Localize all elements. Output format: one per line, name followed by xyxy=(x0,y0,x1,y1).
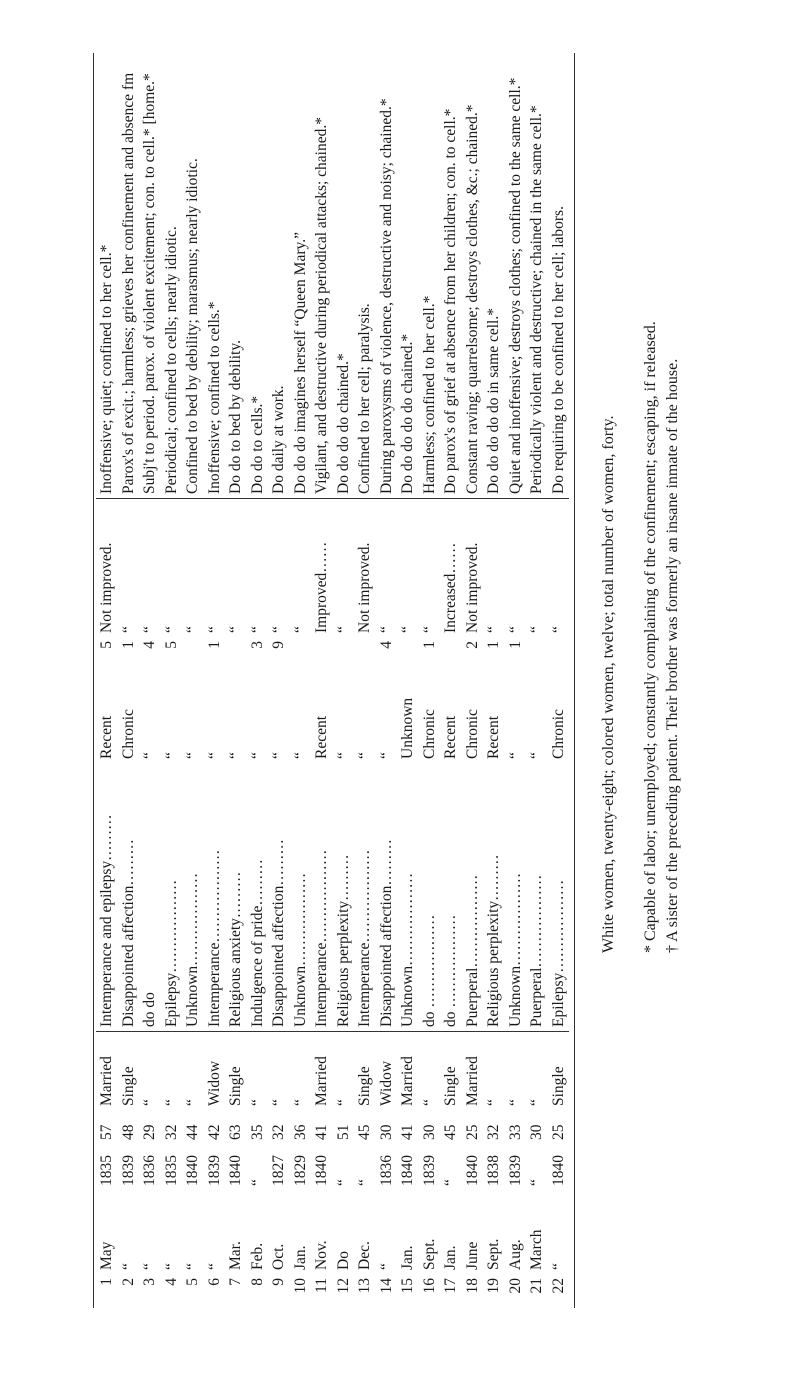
table-row xyxy=(376,53,398,1308)
cell-rec: 4 xyxy=(141,641,158,649)
cell-age: 35 xyxy=(248,1124,266,1140)
patient-register-table xyxy=(96,53,569,1308)
cell-month: “ xyxy=(141,1263,158,1270)
cell-note: Do do do do chained.* xyxy=(334,353,352,494)
cell-civil: “ xyxy=(139,1032,161,1111)
cell-month: March xyxy=(528,1229,545,1270)
cell-note: Do do do imagines herself “Queen Mary.” xyxy=(291,232,309,494)
cell-num: 10 xyxy=(291,1278,309,1294)
cell-num: 1 xyxy=(98,1278,115,1286)
cell-civil: “ xyxy=(483,1032,505,1111)
cell-res: “ xyxy=(376,499,398,638)
cell-civil: Single xyxy=(548,1032,570,1111)
cell-note: Confined to bed by debility; marasmus; nearly idiotic. xyxy=(184,158,201,494)
cell-note: Do parox's of grief at absence from her children; con. to cell.* xyxy=(442,108,459,494)
cell-res: “ xyxy=(548,499,570,638)
cell-month: “ xyxy=(377,1263,395,1270)
cell-res: “ xyxy=(333,499,355,638)
summary-line: White women, twenty-eight; colored women, twelve; total number of women, forty. xyxy=(600,415,617,953)
cell-res: “ xyxy=(419,499,441,638)
cell-dur: “ xyxy=(205,752,223,759)
cell-note: Subj't to period. parox. of violent excitement; con. to cell.* [home.* xyxy=(141,73,158,494)
cell-age: 36 xyxy=(291,1124,309,1140)
cell-num: 4 xyxy=(162,1278,180,1286)
cell-dur: “ xyxy=(528,752,545,759)
cell-year: “ xyxy=(356,1179,373,1186)
cell-rec xyxy=(397,637,419,675)
table-row xyxy=(311,53,333,1308)
cell-year: 1840 xyxy=(184,1155,201,1186)
table-row xyxy=(526,53,548,1308)
cell-age: 32 xyxy=(162,1124,180,1140)
cell-num: 20 xyxy=(506,1278,524,1294)
cell-cause: Epilepsy……………… xyxy=(549,879,567,1027)
cell-month: Feb. xyxy=(248,1242,266,1270)
table-row xyxy=(548,53,570,1308)
cell-age: 45 xyxy=(442,1124,459,1140)
cell-dur: “ xyxy=(291,752,309,759)
cell-year: 1827 xyxy=(270,1155,287,1186)
cell-num: 3 xyxy=(141,1278,158,1286)
cell-num: 16 xyxy=(420,1278,438,1294)
cell-num: 13 xyxy=(356,1278,373,1294)
cell-civil: “ xyxy=(419,1032,441,1111)
cell-cause: Intemperance and epilepsy……… xyxy=(98,814,115,1027)
cell-cause: do do xyxy=(141,992,158,1027)
cell-year: 1836 xyxy=(377,1155,395,1186)
cell-rec: 3 xyxy=(248,641,266,649)
cell-rec xyxy=(311,637,333,675)
cell-res: Improved…… xyxy=(311,499,333,638)
table-row xyxy=(505,53,527,1308)
cell-age: 33 xyxy=(506,1124,524,1140)
cell-civil: Married xyxy=(462,1032,484,1111)
cell-dur: Recent xyxy=(485,715,502,759)
cell-year: 1839 xyxy=(420,1155,438,1186)
cell-age: 57 xyxy=(98,1124,115,1140)
cell-cause: Unknown……………… xyxy=(399,872,416,1027)
cell-month: Dec. xyxy=(356,1241,373,1270)
cell-note: Vigilant, and destructive during periodical attacks; chained.* xyxy=(313,117,330,494)
cell-rec: 1 xyxy=(119,641,137,649)
cell-month: “ xyxy=(549,1263,567,1270)
cell-num: 5 xyxy=(184,1278,201,1286)
cell-month: May xyxy=(98,1241,115,1270)
cell-age: 30 xyxy=(420,1124,438,1140)
cell-res: “ xyxy=(247,499,269,638)
cell-note: Confined to her cell; paralysis. xyxy=(356,303,373,494)
cell-rec: 5 xyxy=(162,641,180,649)
cell-cause: Unknown……………… xyxy=(291,872,309,1027)
cell-num: 6 xyxy=(205,1278,223,1286)
table-row xyxy=(247,53,269,1308)
cell-dur: “ xyxy=(270,752,287,759)
cell-rec xyxy=(333,637,355,675)
cell-year: 1839 xyxy=(205,1155,223,1186)
cell-month: Jan. xyxy=(399,1245,416,1270)
cell-month: Nov. xyxy=(313,1240,330,1270)
cell-civil: “ xyxy=(161,1032,183,1111)
cell-dur: “ xyxy=(377,752,395,759)
cell-age: 44 xyxy=(184,1124,201,1140)
cell-age: 42 xyxy=(205,1124,223,1140)
cell-age: 30 xyxy=(377,1124,395,1140)
cell-res: “ xyxy=(118,499,140,638)
cell-rec: 5 xyxy=(98,641,115,649)
cell-rec xyxy=(182,637,204,675)
cell-civil: Single xyxy=(440,1032,462,1111)
cell-res: Not improved. xyxy=(96,499,118,638)
cell-cause: Unknown……………… xyxy=(184,872,201,1027)
cell-dur: Chronic xyxy=(463,709,481,759)
cell-civil: “ xyxy=(290,1032,312,1111)
cell-rec: 1 xyxy=(205,641,223,649)
cell-rec: 2 xyxy=(463,641,481,649)
cell-year: 1836 xyxy=(141,1155,158,1186)
table-row xyxy=(290,53,312,1308)
cell-year: 1840 xyxy=(399,1155,416,1186)
cell-month: “ xyxy=(119,1263,137,1270)
table-row xyxy=(419,53,441,1308)
table-row xyxy=(333,53,355,1308)
cell-month: Sept. xyxy=(485,1238,502,1270)
cell-res: “ xyxy=(483,499,505,638)
cell-civil: Married xyxy=(311,1032,333,1111)
cell-note: Do do do do do in same cell.* xyxy=(485,308,502,494)
cell-year: “ xyxy=(334,1179,352,1186)
footnote-2: † A sister of the preceding patient. Their brother was formerly an insane inmate of the house. xyxy=(664,358,681,953)
cell-note: Inoffensive; confined to cells.* xyxy=(205,301,223,494)
cell-cause: Religious perplexity……… xyxy=(485,854,502,1027)
cell-note: Inoffensive; quiet; confined to her cell.* xyxy=(98,244,115,494)
cell-rec xyxy=(548,637,570,675)
cell-cause: Intemperance……………… xyxy=(356,849,373,1027)
cell-res: “ xyxy=(526,499,548,638)
table-row xyxy=(354,53,376,1308)
cell-note: Do do to bed by debility. xyxy=(227,340,244,494)
cell-note: Do do to cells.* xyxy=(248,395,266,494)
cell-cause: Disappointed affection……… xyxy=(119,839,137,1027)
cell-note: Periodical; confined to cells; nearly idiotic. xyxy=(162,226,180,494)
cell-age: 41 xyxy=(313,1124,330,1140)
table-row xyxy=(483,53,505,1308)
cell-age: 29 xyxy=(141,1124,158,1140)
footnote-1: * Capable of labor; unemployed; constantly complaining of the confinement; escaping, if released. xyxy=(642,321,659,953)
cell-age: 32 xyxy=(270,1124,287,1140)
cell-res: “ xyxy=(397,499,419,638)
cell-num: 17 xyxy=(442,1278,459,1294)
cell-age: 51 xyxy=(334,1124,352,1140)
cell-age: 41 xyxy=(399,1124,416,1140)
cell-cause: Religious perplexity……… xyxy=(334,854,352,1027)
cell-cause: Puerperal……………… xyxy=(463,874,481,1027)
cell-month: Oct. xyxy=(270,1243,287,1270)
cell-cause: Indulgence of pride……… xyxy=(248,859,266,1027)
cell-note: Do do do do do chained.* xyxy=(399,333,416,494)
cell-num: 9 xyxy=(270,1278,287,1286)
cell-cause: Puerperal……………… xyxy=(528,874,545,1027)
cell-civil: “ xyxy=(505,1032,527,1111)
cell-age: 25 xyxy=(463,1124,481,1140)
cell-cause: do ……………… xyxy=(420,914,438,1027)
cell-age: 30 xyxy=(528,1124,545,1140)
cell-num: 7 xyxy=(227,1278,244,1286)
cell-num: 18 xyxy=(463,1278,481,1294)
cell-rec: 1 xyxy=(485,641,502,649)
cell-dur: Recent xyxy=(98,715,115,759)
cell-year: “ xyxy=(528,1179,545,1186)
cell-res: Not improved. xyxy=(462,499,484,638)
cell-dur: Chronic xyxy=(420,709,438,759)
cell-civil: “ xyxy=(526,1032,548,1111)
cell-year: 1840 xyxy=(313,1155,330,1186)
cell-year: 1838 xyxy=(485,1155,502,1186)
cell-dur: Chronic xyxy=(119,709,137,759)
cell-year: 1835 xyxy=(162,1155,180,1186)
cell-num: 14 xyxy=(377,1278,395,1294)
cell-year: 1839 xyxy=(119,1155,137,1186)
cell-rec: 1 xyxy=(506,641,524,649)
cell-dur: “ xyxy=(141,752,158,759)
cell-dur: “ xyxy=(184,752,201,759)
table-row xyxy=(161,53,183,1308)
table-row xyxy=(182,53,204,1308)
cell-note: Do daily at work. xyxy=(270,385,287,494)
cell-rec xyxy=(354,637,376,675)
cell-year: 1840 xyxy=(549,1155,567,1186)
table-row xyxy=(118,53,140,1308)
cell-dur: “ xyxy=(334,752,352,759)
cell-note: Quiet and inoffensive; destroys clothes; confined to the same cell.* xyxy=(506,77,524,494)
cell-cause: Intemperance……………… xyxy=(205,849,223,1027)
cell-dur: Unknown xyxy=(399,697,416,759)
cell-num: 11 xyxy=(313,1278,330,1293)
cell-month: “ xyxy=(162,1263,180,1270)
cell-num: 19 xyxy=(485,1278,502,1294)
cell-rec: 4 xyxy=(377,641,395,649)
cell-civil: Widow xyxy=(204,1032,226,1111)
table-row xyxy=(462,53,484,1308)
cell-civil: Married xyxy=(397,1032,419,1111)
cell-civil: “ xyxy=(247,1032,269,1111)
cell-res: Not improved. xyxy=(354,499,376,638)
cell-dur: “ xyxy=(162,752,180,759)
cell-dur: Recent xyxy=(442,715,459,759)
table-row xyxy=(96,53,118,1308)
cell-cause: Disappointed affection……… xyxy=(377,839,395,1027)
cell-civil: Single xyxy=(225,1032,247,1111)
cell-note: Parox's of excit.; harmless; grieves her confinement and absence fm xyxy=(119,72,137,494)
cell-res: “ xyxy=(290,499,312,638)
table-row xyxy=(397,53,419,1308)
cell-res: “ xyxy=(505,499,527,638)
table-row xyxy=(440,53,462,1308)
cell-rec xyxy=(225,637,247,675)
cell-civil: “ xyxy=(268,1032,290,1111)
top-rule xyxy=(93,53,94,1308)
cell-rec xyxy=(526,637,548,675)
cell-month: Do xyxy=(334,1251,352,1270)
cell-age: 63 xyxy=(227,1124,244,1140)
cell-civil: Single xyxy=(354,1032,376,1111)
cell-rec: 1 xyxy=(420,641,438,649)
cell-dur: “ xyxy=(248,752,266,759)
cell-note: Constant raving; quarrelsome; destroys clothes, &c.; chained.* xyxy=(463,104,481,494)
cell-month: Aug. xyxy=(506,1239,524,1270)
cell-civil: Married xyxy=(96,1032,118,1111)
cell-note: Periodically violent and destructive; chained in the same cell.* xyxy=(528,105,545,494)
cell-year: 1839 xyxy=(506,1155,524,1186)
cell-cause: do ……………… xyxy=(442,914,459,1027)
cell-res: “ xyxy=(139,499,161,638)
cell-month: Sept. xyxy=(420,1238,438,1270)
cell-cause: Religious anxiety……… xyxy=(227,871,244,1027)
cell-num: 21 xyxy=(528,1278,545,1294)
cell-year: 1835 xyxy=(98,1155,115,1186)
cell-civil: Single xyxy=(118,1032,140,1111)
cell-month: June xyxy=(463,1241,481,1270)
cell-month: “ xyxy=(205,1263,223,1270)
cell-cause: Unknown……………… xyxy=(506,872,524,1027)
cell-age: 32 xyxy=(485,1124,502,1140)
cell-cause: Intemperance……………… xyxy=(313,849,330,1027)
cell-year: 1829 xyxy=(291,1155,309,1186)
cell-note: During paroxysms of violence, destructive and noisy; chained.* xyxy=(377,98,395,494)
cell-num: 2 xyxy=(119,1278,137,1286)
cell-civil: “ xyxy=(333,1032,355,1111)
cell-month: Mar. xyxy=(227,1241,244,1270)
cell-num: 22 xyxy=(549,1278,567,1294)
cell-year: 1840 xyxy=(463,1155,481,1186)
cell-note: Do requiring to be confined to her cell; labors. xyxy=(549,206,567,494)
table-row xyxy=(204,53,226,1308)
cell-note: Harmless; confined to her cell.* xyxy=(420,295,438,494)
cell-cause: Disappointed affection……… xyxy=(270,839,287,1027)
cell-num: 12 xyxy=(334,1278,352,1294)
cell-civil: “ xyxy=(182,1032,204,1111)
cell-civil: Widow xyxy=(376,1032,398,1111)
cell-res: Increased…… xyxy=(440,499,462,638)
cell-res: “ xyxy=(268,499,290,638)
cell-age: 45 xyxy=(356,1124,373,1140)
cell-res: “ xyxy=(204,499,226,638)
cell-year: 1840 xyxy=(227,1155,244,1186)
cell-age: 48 xyxy=(119,1124,137,1140)
cell-year: “ xyxy=(442,1179,459,1186)
cell-cause: Epilepsy……………… xyxy=(162,879,180,1027)
cell-res: “ xyxy=(225,499,247,638)
cell-dur: Chronic xyxy=(549,709,567,759)
cell-rec xyxy=(440,637,462,675)
cell-num: 15 xyxy=(399,1278,416,1294)
cell-dur: “ xyxy=(506,752,524,759)
cell-rec xyxy=(290,637,312,675)
cell-dur: “ xyxy=(227,752,244,759)
table-row xyxy=(225,53,247,1308)
footnotes xyxy=(640,321,684,953)
cell-month: Jan. xyxy=(291,1245,309,1270)
cell-num: 8 xyxy=(248,1278,266,1286)
cell-dur: “ xyxy=(356,752,373,759)
cell-month: “ xyxy=(184,1263,201,1270)
cell-rec: 9 xyxy=(270,641,287,649)
cell-res: “ xyxy=(161,499,183,638)
cell-year: “ xyxy=(248,1179,266,1186)
cell-month: Jan. xyxy=(442,1245,459,1270)
table-row xyxy=(268,53,290,1308)
cell-age: 25 xyxy=(549,1124,567,1140)
table-row xyxy=(139,53,161,1308)
cell-dur: Recent xyxy=(313,715,330,759)
cell-res: “ xyxy=(182,499,204,638)
bottom-rule xyxy=(574,53,575,1308)
